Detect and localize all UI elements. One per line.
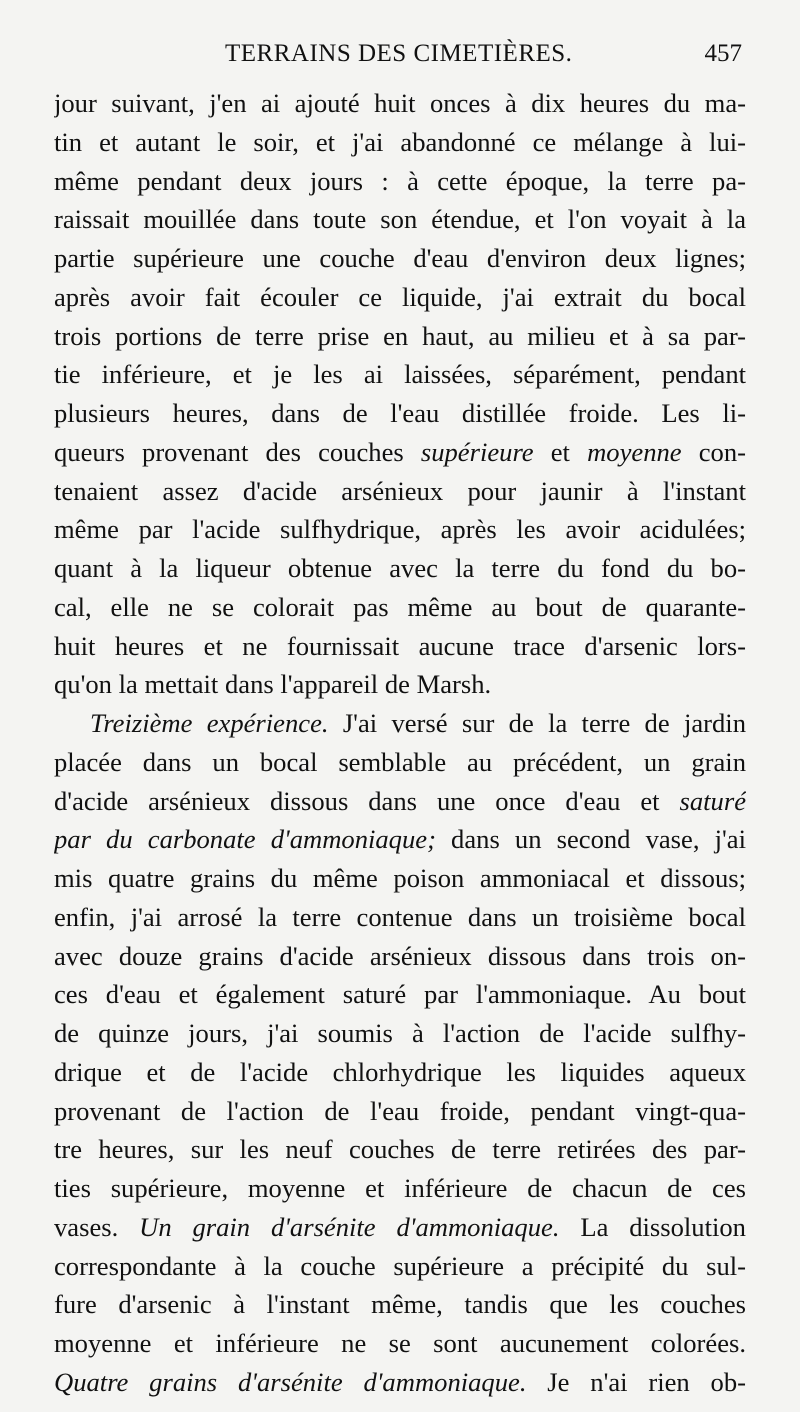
text-line	[54, 510, 746, 549]
text-segment: placée dans un bocal semblable au précédent, un grain	[54, 746, 746, 777]
italic-text-segment: saturé	[679, 785, 746, 816]
text-line	[54, 239, 746, 278]
italic-text-segment: par du carbonate d'ammoniaque;	[54, 824, 436, 855]
text-segment: Je n'ai rien ob-	[526, 1366, 746, 1397]
text-segment: ties supérieure, moyenne et inférieure de chacun de ces	[54, 1173, 746, 1203]
text-line	[54, 704, 746, 743]
text-line	[54, 665, 746, 704]
text-segment: tin et autant le soir, et j'ai abandonné ce mélange à lui-	[54, 126, 746, 157]
text-segment: même par l'acide sulfhydrique, après les avoir acidulées;	[54, 514, 746, 545]
text-line	[54, 1324, 746, 1363]
text-segment: et	[533, 436, 588, 467]
text-line	[54, 1208, 746, 1247]
text-segment: moyenne et inférieure ne se sont aucunement colorées.	[54, 1328, 746, 1358]
text-segment: d'acide arsénieux dissous dans une once d'eau et	[54, 785, 680, 816]
text-segment: trois portions de terre prise en haut, au milieu et à sa par-	[54, 320, 746, 351]
text-line	[54, 472, 746, 511]
text-segment: mis quatre grains du même poison ammoniacal et dissous;	[54, 863, 746, 893]
text-line	[54, 859, 746, 898]
text-segment: queurs provenant des couches	[54, 436, 421, 467]
text-line	[54, 782, 746, 821]
text-line	[54, 433, 746, 472]
text-line	[54, 627, 746, 666]
text-line	[54, 162, 746, 201]
text-line	[54, 278, 746, 317]
text-segment: huit heures et ne fournissait aucune trace d'arsenic lors-	[54, 630, 746, 661]
text-line	[54, 1363, 746, 1402]
italic-text-segment: moyenne	[587, 436, 682, 467]
italic-text-segment: Treizième expérience.	[90, 708, 329, 738]
text-line	[54, 1285, 746, 1324]
text-segment: vases.	[54, 1211, 140, 1242]
italic-text-segment: Un grain d'arsénite d'ammoniaque.	[139, 1211, 560, 1242]
text-line	[54, 898, 746, 937]
text-line	[54, 1053, 746, 1092]
body-text	[54, 84, 746, 1402]
page-header	[225, 40, 742, 74]
text-line	[54, 820, 746, 859]
text-segment: après avoir fait écouler ce liquide, j'ai extrait du bocal	[54, 281, 746, 312]
text-segment: même pendant deux jours : à cette époque, la terre pa-	[54, 165, 746, 196]
text-segment: tie inférieure, et je les ai laissées, séparément, pendant	[54, 359, 746, 390]
text-segment: ces d'eau et également saturé par l'ammoniaque. Au bout	[54, 979, 746, 1010]
text-line	[54, 355, 746, 394]
text-line	[54, 1014, 746, 1053]
running-title: TERRAINS DES CIMETIÈRES.	[225, 40, 573, 67]
italic-text-segment: Quatre grains d'arsénite d'ammoniaque.	[54, 1366, 527, 1397]
text-line	[54, 200, 746, 239]
text-segment: qu'on la mettait dans l'appareil de Marsh.	[54, 669, 492, 700]
text-segment: quant à la liqueur obtenue avec la terre du fond du bo-	[54, 553, 746, 583]
text-segment: tenaient assez d'acide arsénieux pour jaunir à l'instant	[54, 475, 746, 506]
text-segment: tre heures, sur les neuf couches de terre retirées des par-	[54, 1134, 746, 1165]
text-segment: con-	[681, 436, 746, 467]
text-line	[54, 317, 746, 356]
text-line	[54, 1130, 746, 1169]
text-segment: fure d'arsenic à l'instant même, tandis que les couches	[54, 1289, 746, 1320]
text-segment: enfin, j'ai arrosé la terre contenue dans un troisième bocal	[54, 901, 746, 932]
text-segment: dans un second vase, j'ai	[435, 824, 746, 855]
page-number: 457	[704, 40, 742, 67]
text-line	[54, 123, 746, 162]
text-segment: plusieurs heures, dans de l'eau distillée froide. Les li-	[54, 398, 746, 428]
text-segment: provenant de l'action de l'eau froide, pendant vingt-qua-	[54, 1095, 746, 1126]
text-segment: J'ai versé sur de la terre de jardin	[328, 708, 746, 738]
text-line	[54, 743, 746, 782]
text-line	[54, 1169, 746, 1208]
text-line	[54, 975, 746, 1014]
text-line	[54, 394, 746, 433]
text-segment: partie supérieure une couche d'eau d'environ deux lignes;	[54, 243, 746, 273]
text-line	[54, 588, 746, 627]
text-line	[54, 549, 746, 588]
text-segment: correspondante à la couche supérieure a précipité du sul-	[54, 1250, 746, 1281]
italic-text-segment: supérieure	[420, 436, 534, 467]
text-line	[54, 84, 746, 123]
text-segment: avec douze grains d'acide arsénieux dissous dans trois on-	[54, 940, 746, 971]
text-line	[54, 1092, 746, 1131]
text-segment: La dissolution	[559, 1211, 746, 1242]
text-segment: de quinze jours, j'ai soumis à l'action de l'acide sulfhy-	[54, 1018, 746, 1048]
text-segment: cal, elle ne se colorait pas même au bout de quarante-	[54, 591, 746, 622]
text-line	[54, 937, 746, 976]
text-segment: raissait mouillée dans toute son étendue, et l'on voyait à la	[54, 204, 746, 235]
text-segment: jour suivant, j'en ai ajouté huit onces à dix heures du ma-	[54, 88, 746, 118]
text-segment: drique et de l'acide chlorhydrique les liquides aqueux	[54, 1056, 746, 1087]
text-line	[54, 1247, 746, 1286]
